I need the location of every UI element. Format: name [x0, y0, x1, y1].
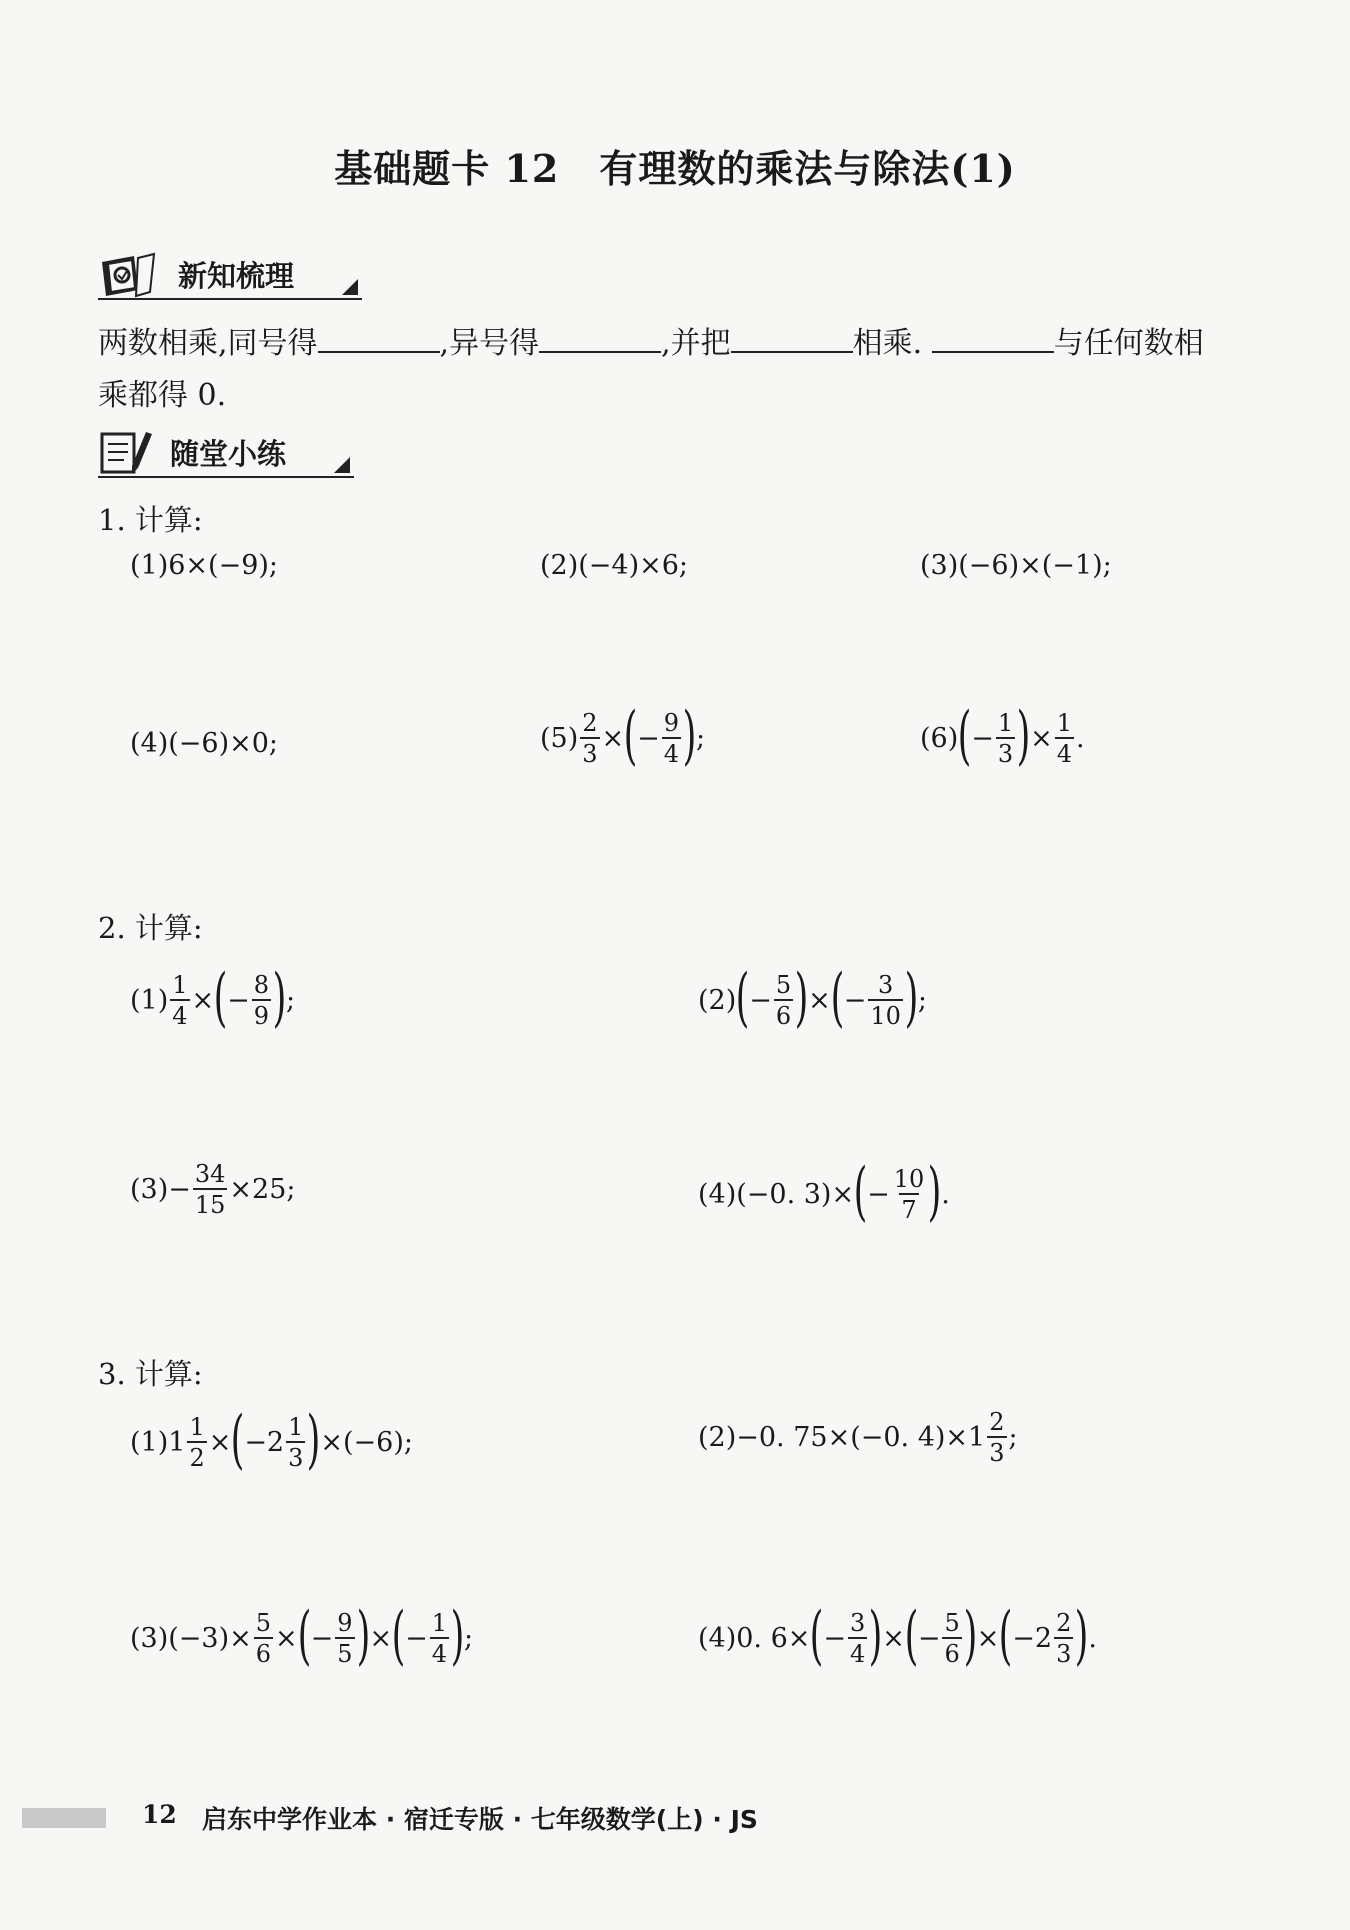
- footer-gray-bar: [22, 1808, 106, 1828]
- q2-item-2: (2) ( − $\frac{5}{6}$ ) × ( − $\frac{3}{10}$ ) ;: [698, 961, 927, 1035]
- answer-blank-3[interactable]: [731, 321, 853, 353]
- page-title: 基础题卡 12 有理数的乘法与除法(1): [334, 146, 1016, 191]
- q3-item-1: (1)1 $\frac{1}{2}$ × ( −2 $\frac{1}{3}$ ) ×(−6);: [130, 1403, 413, 1477]
- answer-blank-1[interactable]: [318, 321, 440, 353]
- q3-item-3: (3)(−3)× $\frac{5}{6}$ × ( − $\frac{9}{5}$ ) × ( − $\frac{1}{4}$ ) ;: [130, 1599, 474, 1673]
- q1-item-2: (2)(−4)×6;: [540, 550, 689, 581]
- fraction: $\frac{9}{4}$: [663, 708, 680, 768]
- fraction: $\frac{2}{3}$: [582, 708, 598, 768]
- page-footer: [0, 1800, 1350, 1840]
- page-number: 12: [142, 1800, 177, 1829]
- question-3-head: 3. 计算:: [98, 1357, 203, 1391]
- q1-item-5: (5) $\frac{2}{3}$ × ( − $\frac{9}{4}$ ) ;: [540, 699, 706, 773]
- notebook-pencil-icon: [98, 428, 158, 478]
- section-header-new-knowledge: 新知梳理: [98, 250, 362, 300]
- fraction: $\frac{1}{3}$: [997, 708, 1014, 768]
- answer-blank-2[interactable]: [539, 321, 661, 353]
- q2-item-3: (3)− $\frac{34}{15}$ ×25;: [130, 1160, 296, 1219]
- q1-item-3: (3)(−6)×(−1);: [920, 550, 1112, 581]
- book-pen-icon: [98, 250, 158, 300]
- q1-item-4: (4)(−6)×0;: [130, 728, 279, 759]
- q2-item-1: (1) $\frac{1}{4}$ × ( − $\frac{8}{9}$ ) ;: [130, 961, 296, 1035]
- answer-blank-4[interactable]: [932, 321, 1054, 353]
- q3-item-2: (2)−0. 75×(−0. 4)×1 $\frac{2}{3}$ ;: [698, 1408, 1018, 1467]
- fraction: $\frac{1}{4}$: [1056, 708, 1072, 768]
- q1-item-1: (1)6×(−9);: [130, 550, 279, 581]
- book-title: 启东中学作业本 · 宿迁专版 · 七年级数学(上) · JS: [202, 1805, 758, 1834]
- knowledge-line-2: 乘都得 0.: [98, 378, 227, 413]
- question-1-head: 1. 计算:: [98, 503, 203, 537]
- knowledge-line-1: 两数相乘,同号得 ,异号得 ,并把 相乘. 与任何数相: [98, 318, 1204, 362]
- q1-item-6: (6) ( − $\frac{1}{3}$ ) × $\frac{1}{4}$ .: [920, 699, 1085, 773]
- q3-item-4: (4)0. 6× ( − $\frac{3}{4}$ ) × ( − $\frac{5}{6}$ ) × ( −2 $\frac{2}{3}$ ) .: [698, 1599, 1097, 1673]
- section-header-practice: 随堂小练: [98, 428, 354, 478]
- q2-item-4: (4)(−0. 3)× ( − $\frac{10}{7}$ ) .: [698, 1155, 950, 1229]
- question-2-head: 2. 计算:: [98, 911, 203, 945]
